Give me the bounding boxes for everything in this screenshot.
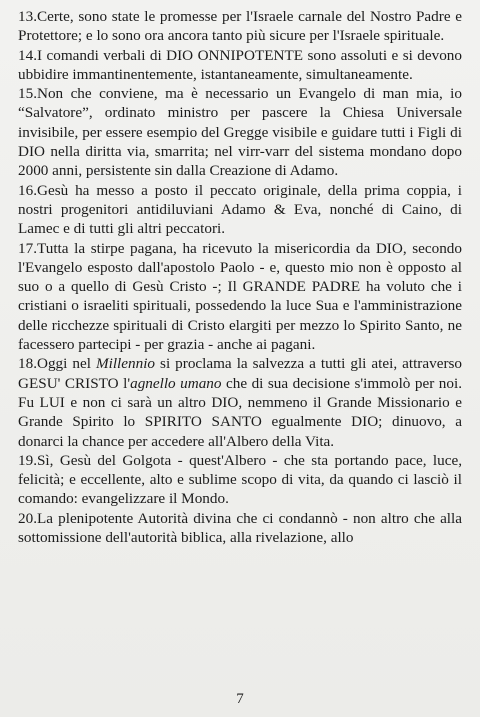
paragraph-text: 13.Certe, sono state le promesse per l'Israele carnale del Nostro Padre e Protettore; e lo sono ora ancora tanto più sicure per l'Israele spirituale. <box>18 8 462 45</box>
italic-text: Millennio <box>95 355 156 373</box>
paragraph <box>18 239 462 355</box>
paragraph-text: 15.Non che conviene, ma è necessario un Evangelo di man mia, io “Salvatore”, ordinato ministro per pascere la Chiesa Universale invisibile, per essere esempio del Gregge visibile e guidare tutti i Figli di DIO nella diritta via, smarrita; nel virr-varr del sistema mondano dopo 2000 anni, persistente sin dalla Creazione di Adamo. <box>18 85 462 180</box>
paragraph <box>18 354 462 450</box>
paragraph <box>18 46 462 85</box>
paragraph-text: si proclama la salvezza a tutti gli atei, attraverso GESU' CRISTO l' <box>18 355 463 392</box>
paragraph <box>18 7 462 46</box>
paragraph-text: 16.Gesù ha messo a posto il peccato originale, della prima coppia, i nostri progenitori antidiluviani Adamo & Eva, nonché di Caino, di Lamec e di tutti gli altri peccatori. <box>18 181 462 238</box>
paragraph-text: che di sua decisione s'immolò per noi. Fu LUI e non ci sarà un altro DIO, nemmeno il Grande Missionario e Grande Spirito lo SPIRITO SANTO egualmente DIO; dinuovo, a donarci la chance per accedere all'Albero della Vita. <box>18 374 462 450</box>
paragraph-text: 14.I comandi verbali di DIO ONNIPOTENTE sono assoluti e si devono ubbidire immantinentemente, istantaneamente, simultaneamente. <box>18 46 462 83</box>
paragraph-text: 19.Sì, Gesù del Golgota - quest'Albero - che sta portando pace, luce, felicità; e eccellente, alto e sublime scopo di vita, da quando ci lasciò il comando: evangelizzare il Mondo. <box>18 451 462 508</box>
paragraph-text: 17.Tutta la stirpe pagana, ha ricevuto la misericordia da DIO, secondo l'Evangelo esposto dall'apostolo Paolo - e, questo mio non è opposto al suo o a quello di Gesù Cristo -; Il GRANDE PADRE ha voluto che i cristiani o israeliti spirituali, possedendo la luce Sua e l'amministrazione delle ricchezze spirituali di Cristo elargiti per mezzo lo Spirito Santo, ne facessero partecipi - per grazia - anche ai pagani. <box>18 239 462 354</box>
paragraph <box>18 181 462 239</box>
paragraph <box>18 84 462 180</box>
paragraph-text: 18.Oggi nel <box>18 355 96 373</box>
paragraph <box>18 451 462 509</box>
paragraph <box>18 509 462 548</box>
paragraph-text: 20.La plenipotente Autorità divina che ci condannò - non altro che alla sottomissione dell'autorità biblica, alla rivelazione, allo <box>18 509 462 547</box>
text-body <box>18 7 462 547</box>
page-number: 7 <box>236 691 244 707</box>
italic-text: agnello umano <box>130 374 222 392</box>
